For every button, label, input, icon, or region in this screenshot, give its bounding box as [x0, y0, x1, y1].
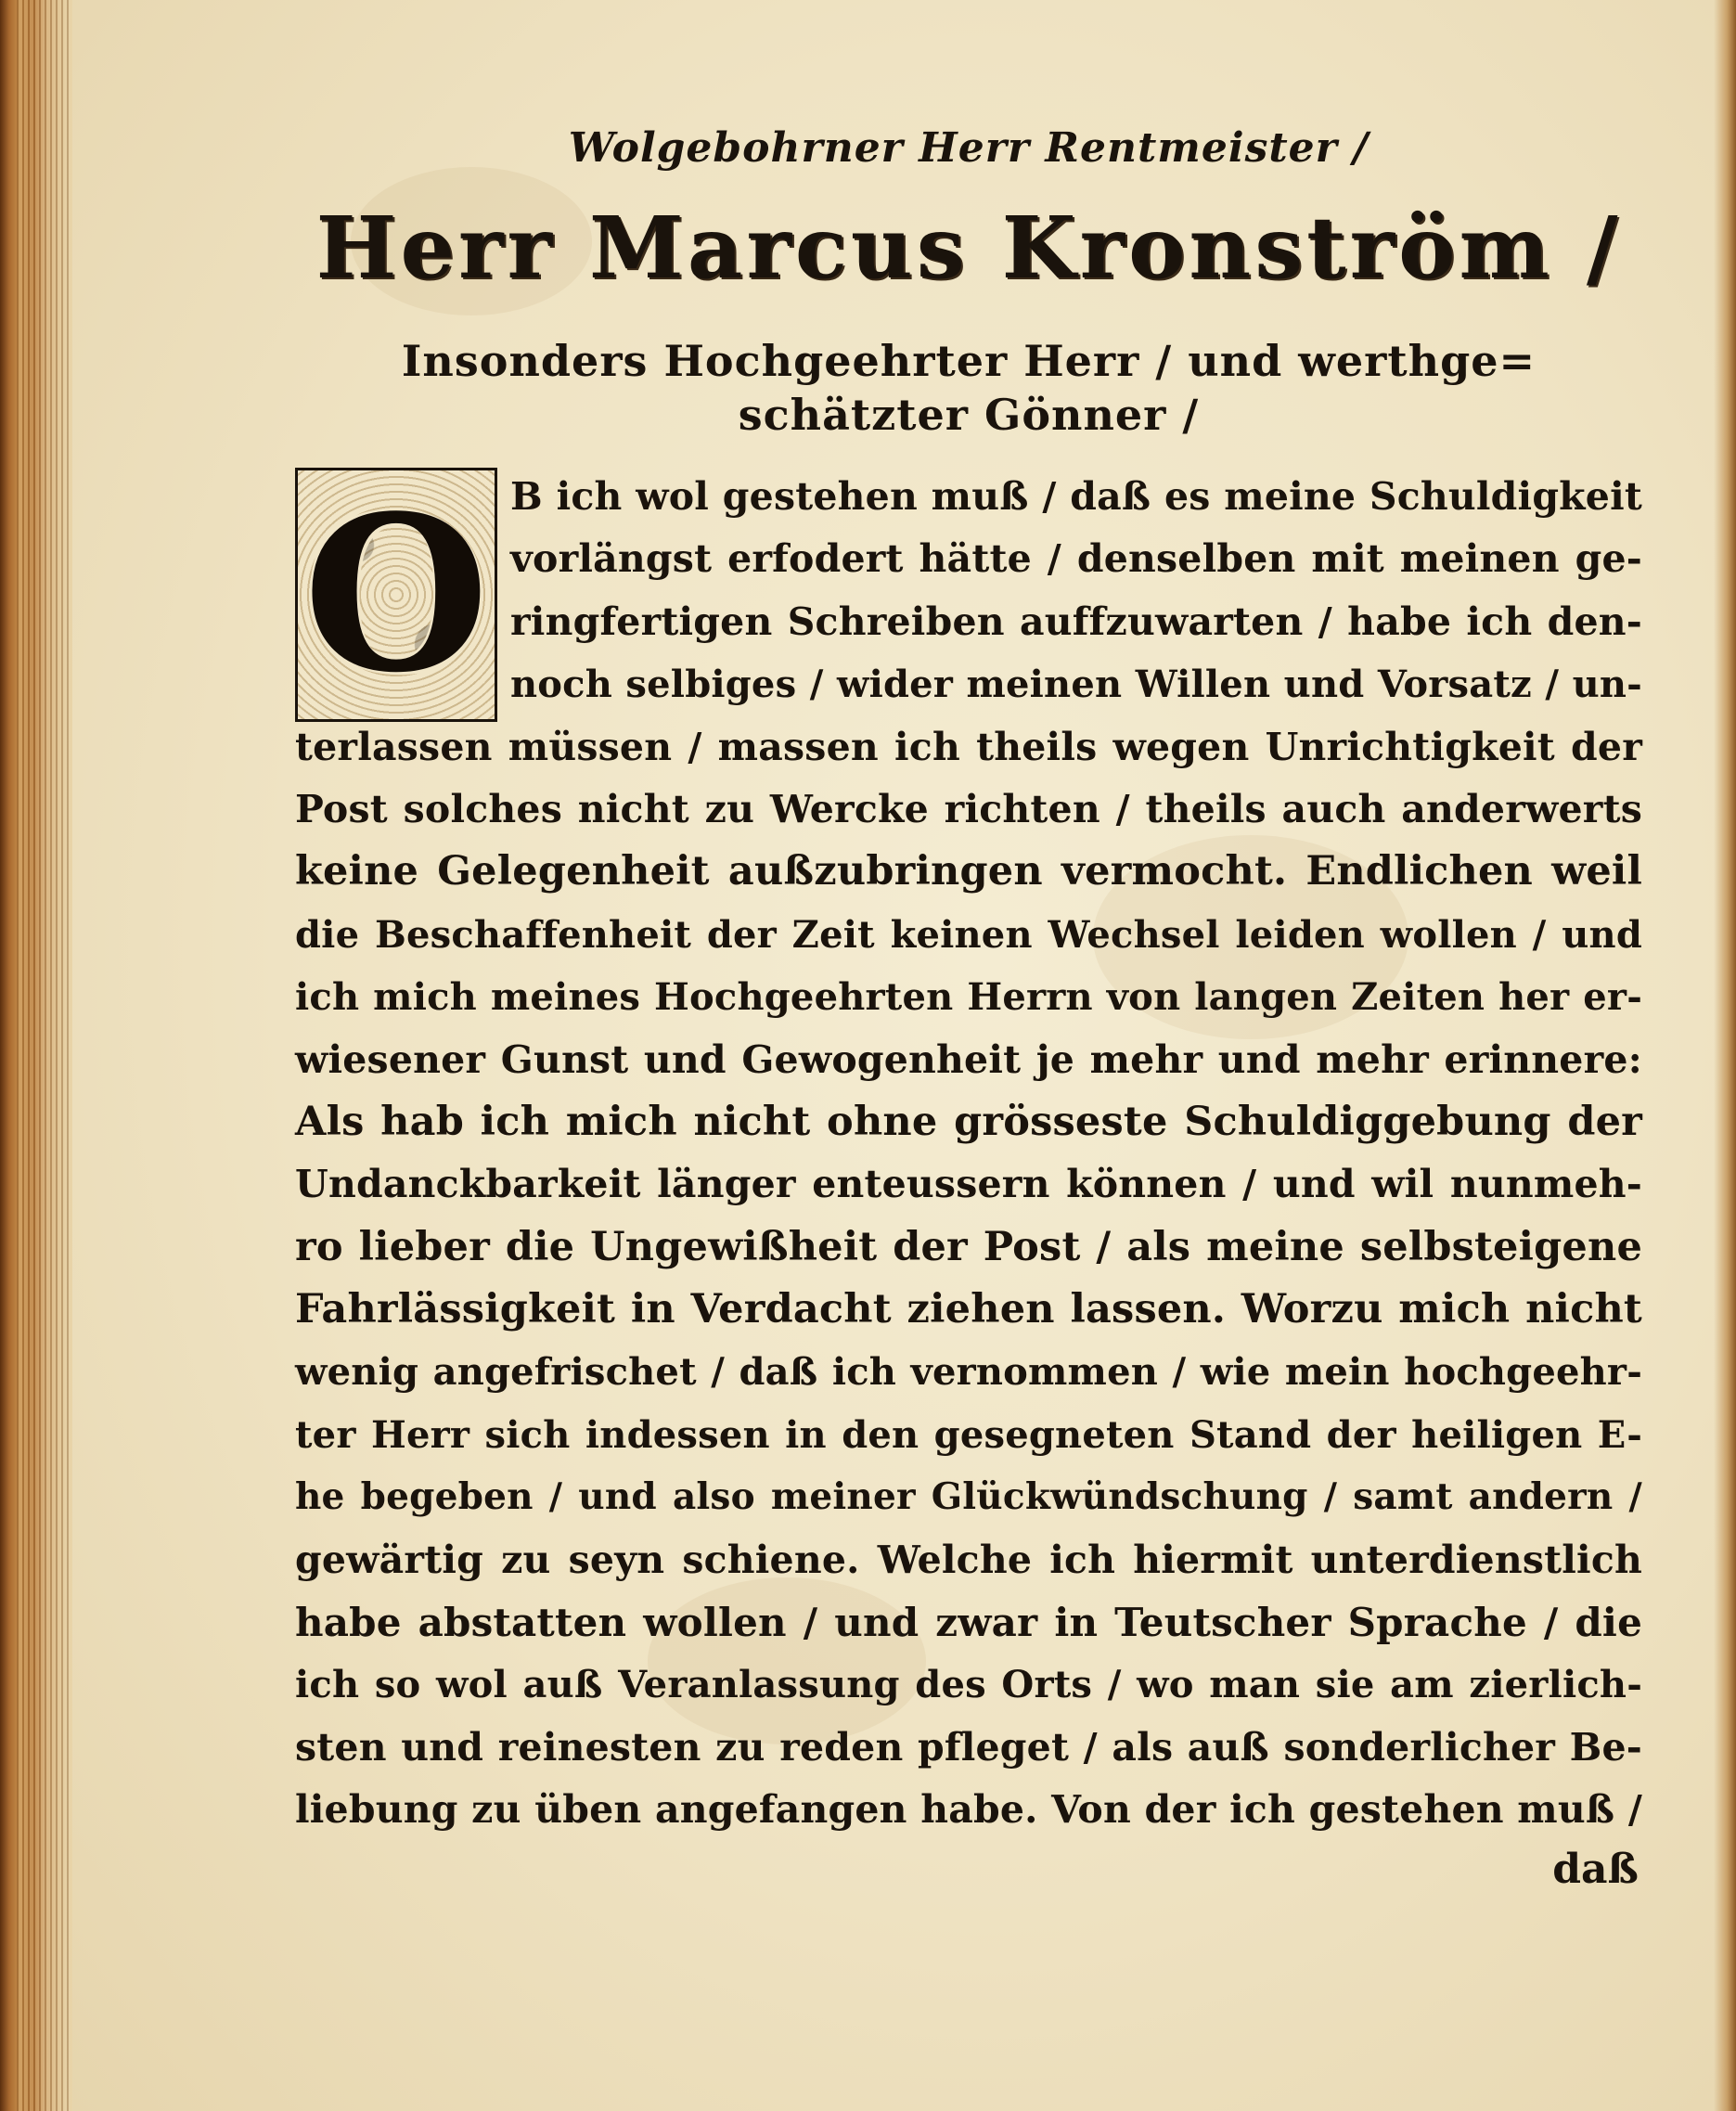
- letter-text: [295, 121, 1642, 1898]
- page-right-edge: [1714, 0, 1736, 2111]
- body-line: vorlängst erfodert hätte / denselben mit meinen ge-: [510, 536, 1642, 582]
- address-subtitle: [295, 334, 1642, 442]
- subtitle-line: Insonders Hochgeehrter Herr / und werthge=: [401, 336, 1537, 386]
- decorated-initial: O: [295, 468, 497, 722]
- catchword: daß: [1552, 1845, 1639, 1893]
- body-line: wenig angefrischet / daß ich vernommen / wie mein hochgeehr-: [295, 1350, 1642, 1395]
- body-line: Undanckbarkeit länger enteussern können / und wil nunmeh-: [295, 1162, 1642, 1207]
- body-line: die Beschaffenheit der Zeit keinen Wechsel leiden wollen / und: [295, 912, 1642, 957]
- body-line: B ich wol gestehen muß / daß es meine Schuldigkeit: [510, 474, 1642, 519]
- recipient-name: Herr Marcus Kronström /: [315, 198, 1622, 298]
- body-line: he begeben / und also meiner Glückwündschung / samt andern /: [295, 1475, 1642, 1519]
- salutation: Wolgebohrner Herr Rentmeister /: [568, 124, 1370, 172]
- body-line: sten und reinesten zu reden pfleget / als auß sonderlicher Be-: [295, 1724, 1642, 1770]
- body-line: ringfertigen Schreiben auffzuwarten / habe ich den-: [510, 599, 1642, 644]
- body-line: terlassen müssen / massen ich theils wegen Unrichtigkeit der: [295, 724, 1642, 769]
- body-line: ich so wol auß Veranlassung des Orts / wo man sie am zierlich-: [295, 1663, 1642, 1707]
- body-line: ter Herr sich indessen in den gesegneten Stand der heiligen E-: [295, 1412, 1642, 1457]
- body-line: keine Gelegenheit außzubringen vermocht. Endlichen weil: [295, 848, 1642, 895]
- body-line: Fahrlässigkeit in Verdacht ziehen lassen. Worzu mich nicht: [295, 1286, 1642, 1333]
- body-line: noch selbiges / wider meinen Willen und Vorsatz / un-: [510, 663, 1642, 707]
- body-line: ro lieber die Ungewißheit der Post / als meine selbsteigene: [295, 1223, 1642, 1270]
- body-line: Post solches nicht zu Wercke richten / theils auch anderwerts: [295, 786, 1642, 831]
- body-line: wiesener Gunst und Gewogenheit je mehr und mehr erinnere:: [295, 1036, 1642, 1082]
- body-line: habe abstatten wollen / und zwar in Teutscher Sprache / die: [295, 1600, 1642, 1646]
- body-line: Als hab ich mich nicht ohne grösseste Schuldiggebung der: [295, 1098, 1642, 1145]
- body-line: ich mich meines Hochgeehrten Herrn von langen Zeiten her er-: [295, 975, 1642, 1020]
- subtitle-line: schätzter Gönner /: [738, 390, 1200, 440]
- body-line: gewärtig zu seyn schiene. Welche ich hiermit unterdienstlich: [295, 1537, 1642, 1582]
- body-line: liebung zu üben angefangen habe. Von der ich gestehen muß /: [295, 1787, 1642, 1833]
- letter-body: [295, 466, 1642, 1898]
